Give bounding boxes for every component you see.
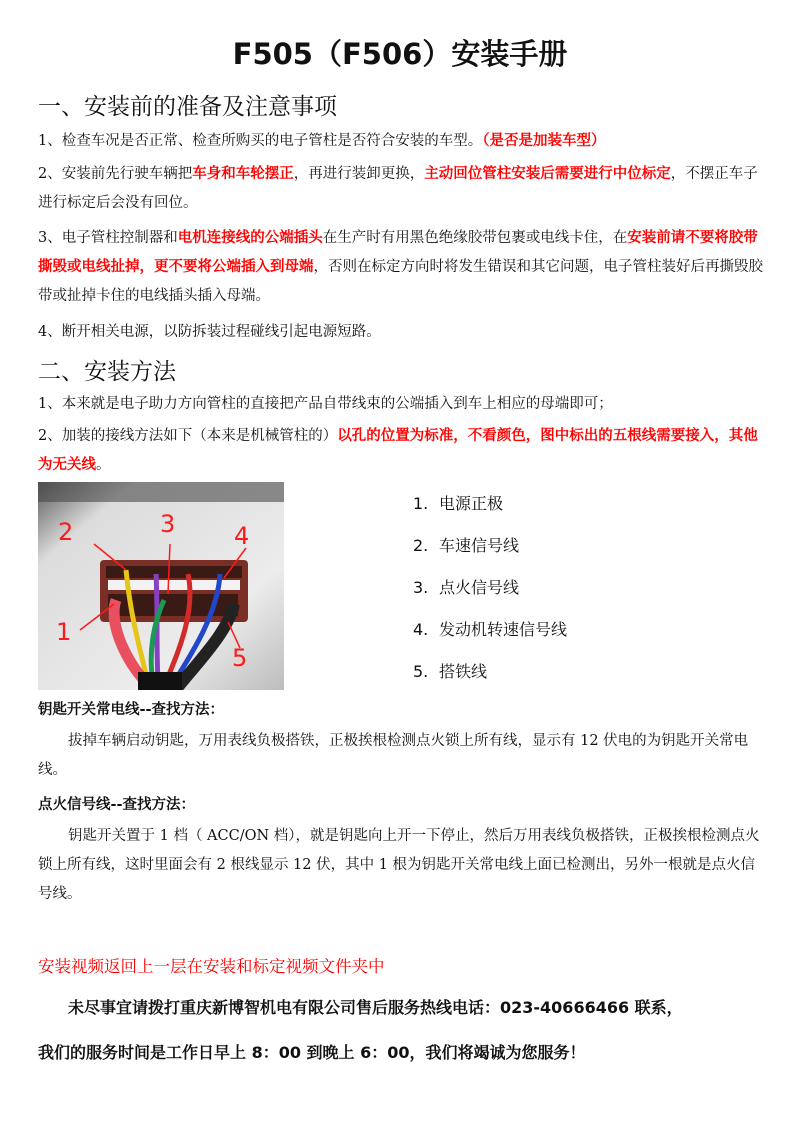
legend-num: 1.	[413, 494, 429, 513]
video-note: 安装视频返回上一层在安装和标定视频文件夹中	[38, 957, 385, 976]
legend-label: 电源正极	[439, 494, 504, 513]
legend-num: 4.	[413, 620, 429, 639]
item3-text-b: 在生产时有用黑色绝缘胶带包裹或电线卡住，在	[322, 230, 628, 246]
section1-item4: 4、断开相关电源，以防拆装过程碰线引起电源短路。	[38, 324, 381, 340]
method1-heading: 钥匙开关常电线--查找方法：	[38, 702, 225, 718]
legend-item	[413, 658, 567, 700]
item1-text: 1、检查车况是否正常、检查所购买的电子管柱是否符合安装的车型。	[38, 133, 483, 149]
connector-photo	[38, 482, 284, 690]
section1-heading: 一、安装前的准备及注意事项	[38, 94, 337, 120]
s2-item2-red: 以孔的位置为标准，不看颜色，图中标出的五根线需要接入，其他为无关线	[38, 428, 758, 473]
section1-item3	[38, 224, 764, 311]
legend-num: 3.	[413, 578, 429, 597]
item3-text-c: ，否则在标定方向时将发生错误和其它问题，电子管柱装好后再撕毁胶带或扯掉卡住的电线插头插入母端。	[38, 259, 763, 304]
legend-num: 2.	[413, 536, 429, 555]
label-1: 1	[56, 618, 72, 646]
section1-item2	[38, 160, 764, 218]
section2-item1: 1、本来就是电子助力方向管柱的直接把产品自带线束的公端插入到车上相应的母端即可；	[38, 396, 613, 412]
legend-label: 发动机转速信号线	[439, 620, 568, 639]
label-4: 4	[234, 522, 250, 550]
method2-body: 钥匙开关置于 1 档（ ACC/ON 档），就是钥匙向上开一下停止，然后万用表线负极搭铁，正极挨根检测点火锁上所有线，这时里面会有 2 根线显示 12 伏，其中 1 根为钥匙开关常电线上面已检测出，另外一根就是点火信号线。	[38, 828, 760, 902]
section2-heading: 二、安装方法	[38, 359, 176, 385]
item2-text-b: ，再进行装卸更换，	[293, 166, 425, 182]
item2-text-a: 2、安装前先行驶车辆把	[38, 166, 193, 182]
legend-item	[413, 532, 567, 574]
legend-item	[413, 490, 567, 532]
method2-heading: 点火信号线--查找方法：	[38, 797, 196, 813]
connector-wiring-image	[38, 482, 284, 690]
legend-num: 5.	[413, 662, 429, 681]
legend-item	[413, 574, 567, 616]
item2-red-2: 主动回位管柱安装后需要进行中位标定	[424, 166, 671, 182]
item1-red-note: （是否是加装车型）	[482, 133, 606, 149]
section1-item1	[38, 127, 764, 156]
wire-legend	[413, 490, 567, 700]
section2-item2	[38, 422, 764, 480]
s2-item2-text-a: 2、加装的接线方法如下（本来是机械管柱的）	[38, 428, 338, 444]
item3-red-1: 电机连接线的公端插头	[177, 230, 323, 246]
label-3: 3	[160, 510, 176, 538]
document-title: F505（F506）安装手册	[232, 37, 568, 71]
item2-red-1: 车身和车轮摆正	[192, 166, 294, 182]
legend-label: 搭铁线	[439, 662, 488, 681]
label-2: 2	[58, 518, 74, 546]
contact-line-1: 未尽事宜请拨打重庆新博智机电有限公司售后服务热线电话：023-40666466 联系，	[68, 998, 683, 1017]
item2-text-c: ，不摆正车子进行标定后会没有回位。	[38, 166, 758, 211]
method1-body: 拔掉车辆启动钥匙，万用表线负极搭铁，正极挨根检测点火锁上所有线，显示有 12 伏电的为钥匙开关常电线。	[38, 733, 749, 778]
label-5: 5	[232, 644, 248, 672]
legend-label: 车速信号线	[439, 536, 520, 555]
item3-text-a: 3、电子管柱控制器和	[38, 230, 178, 246]
item3-red-2: 安装前请不要将胶带撕毁或电线扯掉，更不要将公端插入到母端	[38, 230, 758, 275]
legend-label: 点火信号线	[439, 578, 520, 597]
legend-item	[413, 616, 567, 658]
contact-line-2: 我们的服务时间是工作日早上 8：00 到晚上 6：00，我们将竭诚为您服务！	[38, 1043, 586, 1062]
s2-item2-text-c: 。	[96, 457, 111, 473]
